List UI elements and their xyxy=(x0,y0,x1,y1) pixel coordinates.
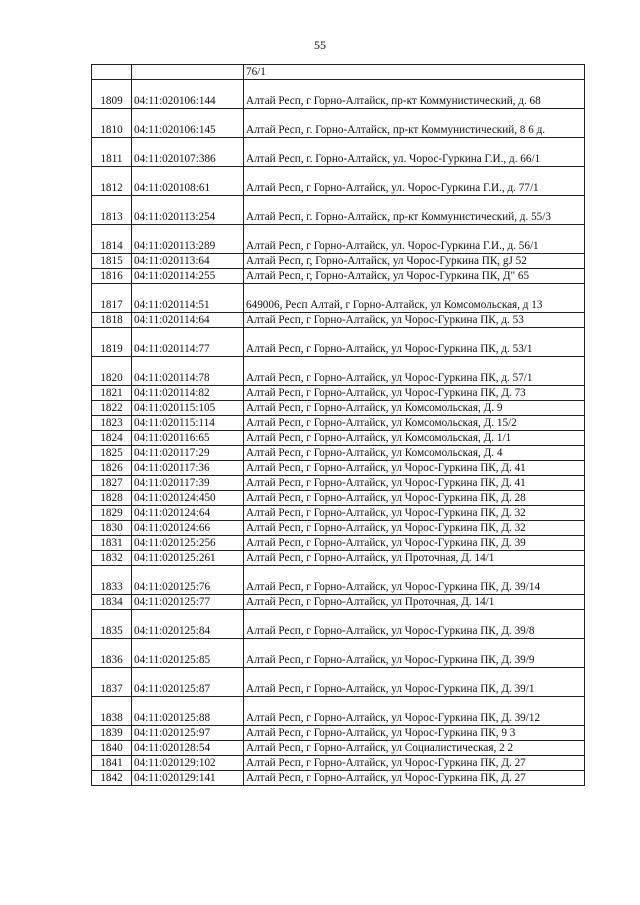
row-number: 1814 xyxy=(92,225,132,254)
row-number: 1833 xyxy=(92,566,132,595)
cadastral-number: 04:11:020108:61 xyxy=(132,167,244,196)
address: Алтай Респ, г Горно-Алтайск, ул Комсомольская, Д. 15/2 xyxy=(244,416,585,431)
cadastral-number: 04:11:020106:144 xyxy=(132,80,244,109)
cadastral-number: 04:11:020125:87 xyxy=(132,668,244,697)
row-number: 1820 xyxy=(92,357,132,386)
row-number: 1821 xyxy=(92,386,132,401)
row-number: 1824 xyxy=(92,431,132,446)
row-number: 1818 xyxy=(92,313,132,328)
cadastral-number: 04:11:020113:289 xyxy=(132,225,244,254)
row-number: 1827 xyxy=(92,476,132,491)
address: Алтай Респ, г Горно-Алтайск, ул Чорос-Гуркина ПК, Д. 27 xyxy=(244,771,585,786)
address: Алтай Респ, г Горно-Алтайск, ул. Чорос-Гуркина Г.И., д. 77/1 xyxy=(244,167,585,196)
address: Алтай Респ, г Горно-Алтайск, ул Чорос-Гуркина ПК, Д. 39/9 xyxy=(244,639,585,668)
table-row xyxy=(92,446,585,461)
table-row xyxy=(92,741,585,756)
row-number: 1829 xyxy=(92,506,132,521)
address: Алтай Респ, г Горно-Алтайск, ул Чорос-Гуркина ПК, Д. 39/8 xyxy=(244,610,585,639)
cadastral-number: 04:11:020125:77 xyxy=(132,595,244,610)
cadastral-number: 04:11:020125:85 xyxy=(132,639,244,668)
row-number: 1839 xyxy=(92,726,132,741)
cadastral-number: 04:11:020114:78 xyxy=(132,357,244,386)
cadastral-number: 04:11:020115:105 xyxy=(132,401,244,416)
address: Алтай Респ, г Горно-Алтайск, ул Чорос-Гуркина ПК, Д. 32 xyxy=(244,506,585,521)
table-row xyxy=(92,521,585,536)
address: Алтай Респ, г Горно-Алтайск, ул Чорос-Гуркина ПК, Д. 41 xyxy=(244,461,585,476)
row-number: 1815 xyxy=(92,254,132,269)
cadastral-number: 04:11:020124:64 xyxy=(132,506,244,521)
address: Алтай Респ, г Горно-Алтайск, ул Проточная, Д. 14/1 xyxy=(244,551,585,566)
row-number: 1810 xyxy=(92,109,132,138)
row-number: 1816 xyxy=(92,269,132,284)
table-row xyxy=(92,491,585,506)
row-number: 1809 xyxy=(92,80,132,109)
cadastral-number: 04:11:020125:88 xyxy=(132,697,244,726)
row-number xyxy=(92,65,132,80)
address: Алтай Респ, г Горно-Алтайск, ул Чорос-Гуркина ПК, д. 53 xyxy=(244,313,585,328)
address: Алтай Респ, г. Горно-Алтайск, ул. Чорос-Гуркина Г.И., д. 66/1 xyxy=(244,138,585,167)
row-number: 1819 xyxy=(92,328,132,357)
address: Алтай Респ, г Горно-Алтайск, пр-кт Коммунистический, д. 68 xyxy=(244,80,585,109)
address: Алтай Респ, г Горно-Алтайск, ул Чорос-Гуркина ПК, 9 3 xyxy=(244,726,585,741)
address: Алтай Респ, г, Горно-Алтайск, ул Чорос-Гуркина ПК, gJ 52 xyxy=(244,254,585,269)
row-number: 1842 xyxy=(92,771,132,786)
cadastral-number: 04:11:020125:261 xyxy=(132,551,244,566)
row-number: 1840 xyxy=(92,741,132,756)
row-number: 1841 xyxy=(92,756,132,771)
address: Алтай Респ, г Горно-Алтайск, ул Чорос-Гуркина ПК, Д. 41 xyxy=(244,476,585,491)
table-row xyxy=(92,401,585,416)
address: Алтай Респ, г Горно-Алтайск, ул Чорос-Гуркина ПК, Д. 39/1 xyxy=(244,668,585,697)
table-row xyxy=(92,536,585,551)
cadastral-number: 04:11:020129:141 xyxy=(132,771,244,786)
address: 649006, Респ Алтай, г Горно-Алтайск, ул Комсомольская, д 13 xyxy=(244,284,585,313)
table-row xyxy=(92,269,585,284)
row-number: 1835 xyxy=(92,610,132,639)
row-number: 1826 xyxy=(92,461,132,476)
table-row xyxy=(92,328,585,357)
address: Алтай Респ, г Горно-Алтайск, ул Чорос-Гуркина ПК, д. 53/1 xyxy=(244,328,585,357)
row-number: 1831 xyxy=(92,536,132,551)
table-row xyxy=(92,357,585,386)
continuation-row xyxy=(92,65,585,80)
table-row xyxy=(92,476,585,491)
row-number: 1838 xyxy=(92,697,132,726)
address: Алтай Респ, г Горно-Алтайск, ул Комсомольская, Д. 9 xyxy=(244,401,585,416)
row-number: 1812 xyxy=(92,167,132,196)
cadastral-number: 04:11:020114:51 xyxy=(132,284,244,313)
address: Алтай Респ, г Горно-Алтайск, ул Чорос-Гуркина ПК, Д. 39/12 xyxy=(244,697,585,726)
cadastral-number: 04:11:020114:255 xyxy=(132,269,244,284)
address: Алтай Респ, г Горно-Алтайск, ул. Чорос-Гуркина Г.И., д. 56/1 xyxy=(244,225,585,254)
address: Алтай Респ, г Горно-Алтайск, ул Чорос-Гуркина ПК, Д. 73 xyxy=(244,386,585,401)
table-row xyxy=(92,610,585,639)
cadastral-number: 04:11:020117:39 xyxy=(132,476,244,491)
table-row xyxy=(92,668,585,697)
register-table-body xyxy=(92,65,585,786)
address: Алтай Респ, г Горно-Алтайск, ул Чорос-Гуркина ПК, Д. 39 xyxy=(244,536,585,551)
cadastral-number: 04:11:020117:29 xyxy=(132,446,244,461)
cadastral-number: 04:11:020124:450 xyxy=(132,491,244,506)
table-row xyxy=(92,386,585,401)
table-row xyxy=(92,80,585,109)
address: Алтай Респ, г, Горно-Алтайск, ул Чорос-Гуркина ПК, Д" 65 xyxy=(244,269,585,284)
address: Алтай Респ, г. Горно-Алтайск, пр-кт Коммунистический, 8 6 д. xyxy=(244,109,585,138)
table-row xyxy=(92,196,585,225)
table-row xyxy=(92,697,585,726)
table-row xyxy=(92,254,585,269)
cadastral-number: 04:11:020129:102 xyxy=(132,756,244,771)
row-number: 1817 xyxy=(92,284,132,313)
cadastral-number: 04:11:020125:76 xyxy=(132,566,244,595)
table-row xyxy=(92,756,585,771)
register-table xyxy=(91,64,585,786)
row-number: 1825 xyxy=(92,446,132,461)
cadastral-number: 04:11:020114:82 xyxy=(132,386,244,401)
address: Алтай Респ, г Горно-Алтайск, ул Чорос-Гуркина ПК, Д. 39/14 xyxy=(244,566,585,595)
row-number: 1813 xyxy=(92,196,132,225)
cadastral-number: 04:11:020115:114 xyxy=(132,416,244,431)
cadastral-number: 04:11:020125:97 xyxy=(132,726,244,741)
row-number: 1837 xyxy=(92,668,132,697)
cadastral-number: 04:11:020128:54 xyxy=(132,741,244,756)
table-row xyxy=(92,167,585,196)
table-row xyxy=(92,109,585,138)
table-row xyxy=(92,771,585,786)
cadastral-number: 04:11:020114:77 xyxy=(132,328,244,357)
address: Алтай Респ, г Горно-Алтайск, ул Проточная, Д. 14/1 xyxy=(244,595,585,610)
table-row xyxy=(92,726,585,741)
table-row xyxy=(92,639,585,668)
table-row xyxy=(92,566,585,595)
cadastral-number: 04:11:020113:254 xyxy=(132,196,244,225)
row-number: 1823 xyxy=(92,416,132,431)
cadastral-number: 04:11:020116:65 xyxy=(132,431,244,446)
address: Алтай Респ, г Горно-Алтайск, ул Чорос-Гуркина ПК, д. 57/1 xyxy=(244,357,585,386)
table-row xyxy=(92,506,585,521)
address: Алтай Респ, г. Горно-Алтайск, пр-кт Коммунистический, д. 55/3 xyxy=(244,196,585,225)
row-number: 1834 xyxy=(92,595,132,610)
table-row xyxy=(92,461,585,476)
address: 76/1 xyxy=(244,65,585,80)
cadastral-number xyxy=(132,65,244,80)
table-row xyxy=(92,551,585,566)
cadastral-number: 04:11:020125:256 xyxy=(132,536,244,551)
row-number: 1822 xyxy=(92,401,132,416)
cadastral-number: 04:11:020117:36 xyxy=(132,461,244,476)
cadastral-number: 04:11:020107:386 xyxy=(132,138,244,167)
cadastral-number: 04:11:020114:64 xyxy=(132,313,244,328)
cadastral-number: 04:11:020106:145 xyxy=(132,109,244,138)
row-number: 1811 xyxy=(92,138,132,167)
address: Алтай Респ, г Горно-Алтайск, ул Комсомольская, Д. 4 xyxy=(244,446,585,461)
address: Алтай Респ, г Горно-Алтайск, ул Чорос-Гуркина ПК, Д. 28 xyxy=(244,491,585,506)
address: Алтай Респ, г Горно-Алтайск, ул Комсомольская, Д. 1/1 xyxy=(244,431,585,446)
table-row xyxy=(92,595,585,610)
row-number: 1828 xyxy=(92,491,132,506)
address: Алтай Респ, г Горно-Алтайск, ул Чорос-Гуркина ПК, Д. 27 xyxy=(244,756,585,771)
page-number: 55 xyxy=(314,38,326,52)
cadastral-number: 04:11:020124:66 xyxy=(132,521,244,536)
cadastral-number: 04:11:020125:84 xyxy=(132,610,244,639)
row-number: 1830 xyxy=(92,521,132,536)
cadastral-number: 04:11:020113:64 xyxy=(132,254,244,269)
row-number: 1832 xyxy=(92,551,132,566)
table-row xyxy=(92,313,585,328)
table-row xyxy=(92,284,585,313)
row-number: 1836 xyxy=(92,639,132,668)
table-row xyxy=(92,138,585,167)
table-row xyxy=(92,416,585,431)
address: Алтай Респ, г Горно-Алтайск, ул Чорос-Гуркина ПК, Д. 32 xyxy=(244,521,585,536)
table-row xyxy=(92,431,585,446)
address: Алтай Респ, г Горно-Алтайск, ул Социалистическая, 2 2 xyxy=(244,741,585,756)
table-row xyxy=(92,225,585,254)
